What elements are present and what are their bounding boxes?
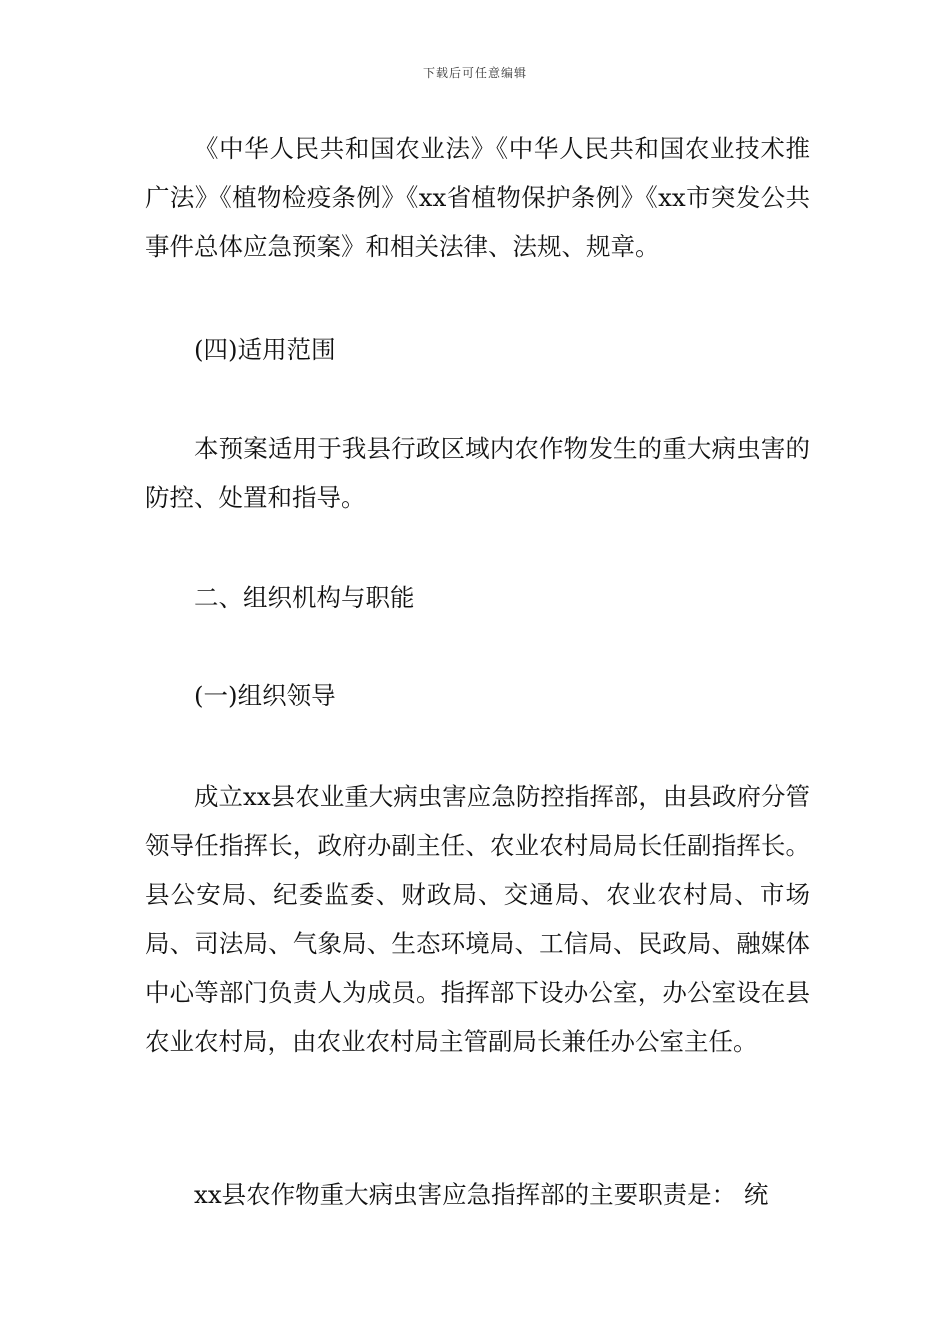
section-heading-leadership: (一)组织领导 <box>194 681 336 710</box>
paragraph-leadership: 成立xx县农业重大病虫害应急防控指挥部，由县政府分管领导任指挥长，政府办副主任、农业农村局局长任副指挥长。县公安局、纪委监委、财政局、交通局、农业农村局、市场局、司法局、气象局、生态环境局、工信局、民政局、融媒体中心等部门负责人为成员。指挥部下设办公室，办公室设在县农业农村局，由农业农村局主管副局长兼任办公室主任。 <box>145 782 810 1056</box>
page-header-note: 下载后可任意编辑 <box>422 66 527 80</box>
section-heading-scope: (四)适用范围 <box>194 335 336 364</box>
paragraph-duties: xx县农作物重大病虫害应急指挥部的主要职责是： 统 <box>194 1180 769 1209</box>
paragraph-legal-basis: 《中华人民共和国农业法》《中华人民共和国农业技术推广法》《植物检疫条例》《xx省植物保护条例》《xx市突发公共事件总体应急预案》和相关法律、法规、规章。 <box>145 134 810 261</box>
section-heading-organization: 二、组织机构与职能 <box>194 583 415 612</box>
paragraph-scope: 本预案适用于我县行政区域内农作物发生的重大病虫害的防控、处置和指导。 <box>145 434 810 512</box>
